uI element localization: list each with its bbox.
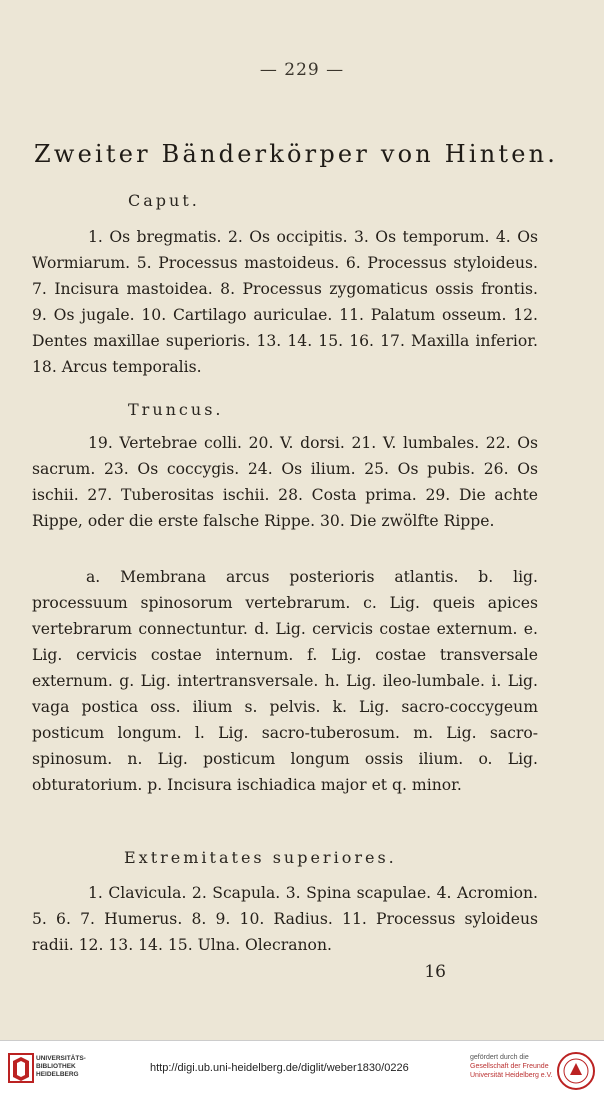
section-extremitates: Extremitates superiores. — [124, 848, 397, 867]
paragraph-truncus — [32, 430, 538, 534]
paragraph-ligamenta — [32, 564, 538, 798]
ligamenta-text: a. Membrana arcus posterioris atlantis. b. lig. processuum spinosorum vertebrarum. c. Lig. queis apices vertebrarum connectuntur. d. Lig. cervicis costae externum. e. Lig. cervicis costae internum. f. Lig. costae transversale externum. g. Lig. intertransversale. h. Lig. ileo-lumbale. i. Lig. vaga postica oss. ilium s. pelvis. k. Lig. sacro-coccygeum posticum longum. l. Lig. sacro-tuberosum. m. Lig. sacro-spinosum. n. Lig. posticum longum ossis ilium. o. Lig. obturatorium. p. Incisura ischiadica major et q. minor. — [32, 568, 538, 794]
funder-name-line: Gesellschaft der Freunde — [470, 1063, 549, 1070]
viewer-footer — [0, 1040, 604, 1094]
funder-name-line: Universität Heidelberg e.V. — [470, 1072, 553, 1079]
paragraph-caput — [32, 224, 538, 380]
library-name-line: HEIDELBERG — [36, 1071, 79, 1078]
library-name-line: UNIVERSITÄTS- — [36, 1055, 86, 1062]
university-seal-icon — [556, 1051, 596, 1091]
paragraph-extremitates — [32, 880, 538, 958]
library-logo-icon — [8, 1053, 34, 1083]
funder-note — [470, 1053, 553, 1080]
signature-mark: 16 — [424, 962, 446, 982]
section-truncus: Truncus. — [128, 400, 224, 419]
truncus-text: 19. Vertebrae colli. 20. V. dorsi. 21. V. lumbales. 22. Os sacrum. 23. Os coccygis. 24. Os ilium. 25. Os pubis. 26. Os ischii. 27. Tuberositas ischii. 28. Costa prima. 29. Die achte Rippe, oder die erste falsche Rippe. 30. Die zwölfte Rippe. — [32, 434, 538, 530]
permalink-url[interactable]: http://digi.ub.uni-heidelberg.de/diglit/weber1830/0226 — [150, 1062, 409, 1074]
page-number: — 229 — — [259, 60, 345, 80]
caput-text: 1. Os bregmatis. 2. Os occipitis. 3. Os temporum. 4. Os Wormiarum. 5. Processus mastoideus. 6. Processus styloideus. 7. Incisura mastoidea. 8. Processus zygomaticus ossis frontis. 9. Os jugale. 10. Cartilago auriculae. 11. Palatum osseum. 12. Dentes maxillae superioris. 13. 14. 15. 16. 17. Maxilla inferior. 18. Arcus temporalis. — [32, 228, 538, 376]
section-caput: Caput. — [128, 191, 200, 210]
library-name-line: BIBLIOTHEK — [36, 1063, 76, 1070]
funded-by-label: gefördert durch die — [470, 1054, 529, 1061]
extremitates-text: 1. Clavicula. 2. Scapula. 3. Spina scapulae. 4. Acromion. 5. 6. 7. Humerus. 8. 9. 10. Radius. 11. Processus syloideus radii. 12. 13. 14. 15. Ulna. Olecranon. — [32, 884, 538, 954]
page-heading: Zweiter Bänderkörper von Hinten. — [34, 140, 559, 168]
library-name — [36, 1055, 86, 1079]
